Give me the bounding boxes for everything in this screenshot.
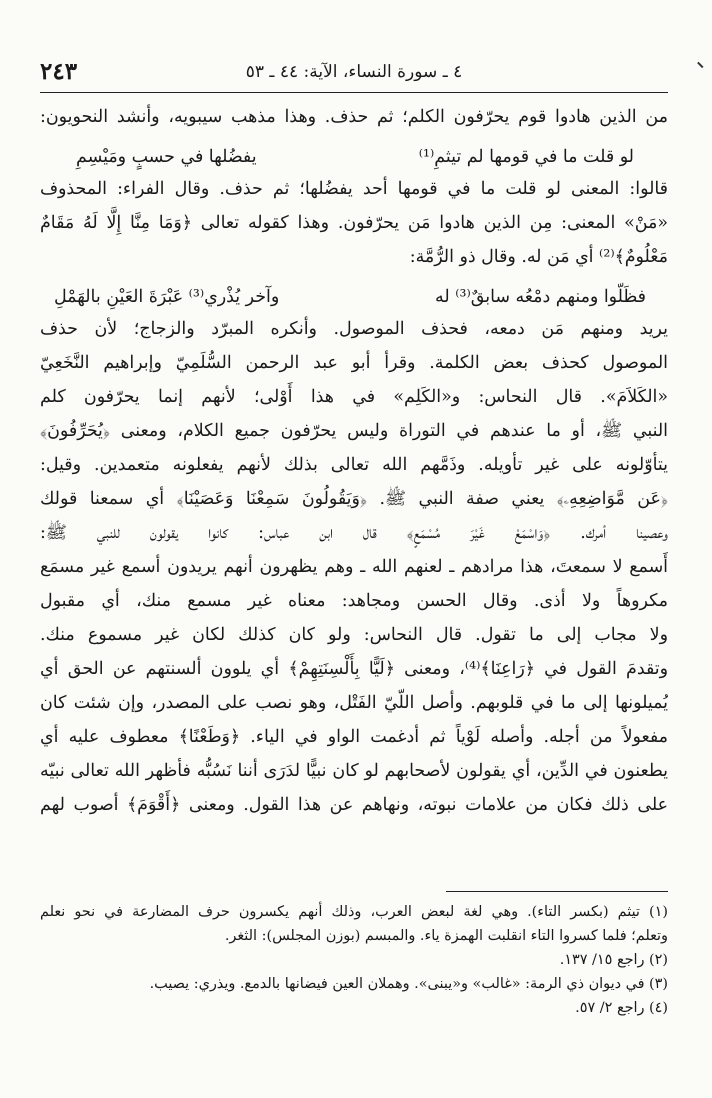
main-text xyxy=(40,100,668,822)
text-line: «مَنْ» المعنى: مِن الذين هادوا مَن يحرّفون. وهذا كقوله تعالى ﴿وَمَا مِنَّا إِلَّا لَهُ مَقَامٌ xyxy=(40,213,668,233)
page-number: ٢٤٣ xyxy=(40,58,78,85)
text-line: الموصول كحذف بعض الكلمة. وقرأ أبو عبد الرحمن السُّلَمِيّ وإبراهيم النَّخَعِيّ xyxy=(40,353,668,373)
text-line: «الكَلاَمَ». قال النحاس: و«الكَلِم» في هذا أَوْلى؛ لأنهم إنما يحرّفون كلم xyxy=(40,387,668,407)
text-line: يتأوّلونه على غير تأويله. وذَمَّهم الله تعالى بذلك لأنهم يفعلونه متعمدين. وقيل: xyxy=(40,455,668,475)
verse-hemistich-first: لو قلت ما في قومها لم تيثمِ⁽¹⁾ xyxy=(418,147,634,167)
text-line: على ذلك فكان من علامات نبوته، ونهاهم عن هذا القول. ومعنى ﴿أَقْوَمَ﴾ أصوب لهم xyxy=(40,795,668,815)
text-line: مفعولاً من أجله. وأصله لَوْياً ثم أدغمت الواو في الياء. ﴿وَطَعْنًا﴾ معطوف عليه أي xyxy=(40,727,668,747)
text-line: ولا مجاب إلى ما تقول. قال النحاس: ولو كان كذلك لكان غير مسموع منك. xyxy=(40,625,668,645)
corner-mark xyxy=(697,62,703,68)
footnote-4: (٤) راجع ٢/ ٥٧. xyxy=(575,1000,668,1016)
verse-line xyxy=(40,134,668,172)
footnote-separator xyxy=(446,891,668,892)
text-line: ﴿عَن مَّوَاضِعِهِۦ﴾ يعني صفة النبي ﷺ. ﴿وَيَقُولُونَ سَمِعْنَا وَعَصَيْنَا﴾ أي سمعنا قولك xyxy=(40,489,668,509)
footnotes xyxy=(40,900,668,1020)
text-line: من الذين هادوا قوم يحرّفون الكلم؛ ثم حذف. وهذا مذهب سيبويه، وأنشد النحويون: xyxy=(40,107,668,127)
text-line: النبي ﷺ، أو ما عندهم في التوراة وليس يحرّفون جميع الكلام، ومعنى ﴿يُحَرِّفُونَ﴾ xyxy=(40,421,668,441)
text-line: وعصينا أمرك. ﴿وَاسْمَعْ غَيْرَ مُسْمَعٍ﴾ قال ابن عباس: كانوا يقولون للنبي ﷺ: xyxy=(40,523,668,543)
footnote-3: (٣) في ديوان ذي الرمة: «غالب» و«يبنى». وهملان العين فيضانها بالدمع. ويذري: يصيب. xyxy=(149,976,668,992)
verse-hemistich-second: يفضُلها في حسبٍ ومَيْسِمِ xyxy=(76,147,257,167)
footnote-1-line-2: وتعلم؛ فلما كسروا التاء انقلبت الهمزة ياء. والمبسم (بوزن المجلس): الثغر. xyxy=(224,928,668,944)
text-line: قالوا: المعنى لو قلت ما في قومها أحد يفضُلها؛ ثم حذف. وقال الفراء: المحذوف xyxy=(40,179,668,199)
verse-line xyxy=(40,274,668,312)
text-line: يطعنون في الدِّين، أي يقولون لأصحابهم لو كان نبيًّا لدَرَى أننا نَسُبُّه فأظهر الله تعالى نبيّه xyxy=(40,761,668,781)
verse-hemistich-first: فظَلّوا ومنهم دمْعُه سابقٌ⁽³⁾ له xyxy=(435,287,646,307)
text-line: مكروهاً ولا أذى. وقال الحسن ومجاهد: معناه غير مسمع منك، أي مقبول xyxy=(40,591,668,611)
text-line: يريد ومنهم مَن دمعه، فحذف الموصول. وأنكره المبرّد والزجاج؛ لأن حذف xyxy=(40,319,668,339)
text-line: مَعْلُومٌ﴾⁽²⁾ أي مَن له. وقال ذو الرُّمَّة: xyxy=(409,247,668,267)
footnote-2: (٢) راجع ١٥/ ١٣٧. xyxy=(559,952,668,968)
text-line: أَسمع لا سمعتَ، هذا مرادهم ـ لعنهم الله ـ وهم يظهرون أنهم يريدون أسمع غير مسمَع xyxy=(40,557,668,577)
verse-hemistich-second: وآخر يُذْري⁽³⁾ عَبْرَةَ العَيْنِ بالهَمْلِ xyxy=(54,287,280,307)
footnote-1-line-1: (١) تيثم (بكسر التاء). وهي لغة لبعض العرب، وذلك أنهم يكسرون حرف المضارعة في نحو نعلم xyxy=(40,904,668,920)
text-line: وتقدمَ القول في ﴿رَاعِنَا﴾⁽⁴⁾، ومعنى ﴿لَيًّا بِأَلْسِنَتِهِمْ﴾ أي يلوون ألسنتهم عن الحق أي xyxy=(40,659,668,679)
text-line: يُميلونها إلى ما في قلوبهم. وأصل اللّيّ الفَتْل، وهو نصب على المصدر، وإن شئت كان xyxy=(40,693,668,713)
running-header xyxy=(40,56,668,93)
header-title: ٤ ـ سورة النساء، الآية: ٤٤ ـ ٥٣ xyxy=(245,62,463,82)
